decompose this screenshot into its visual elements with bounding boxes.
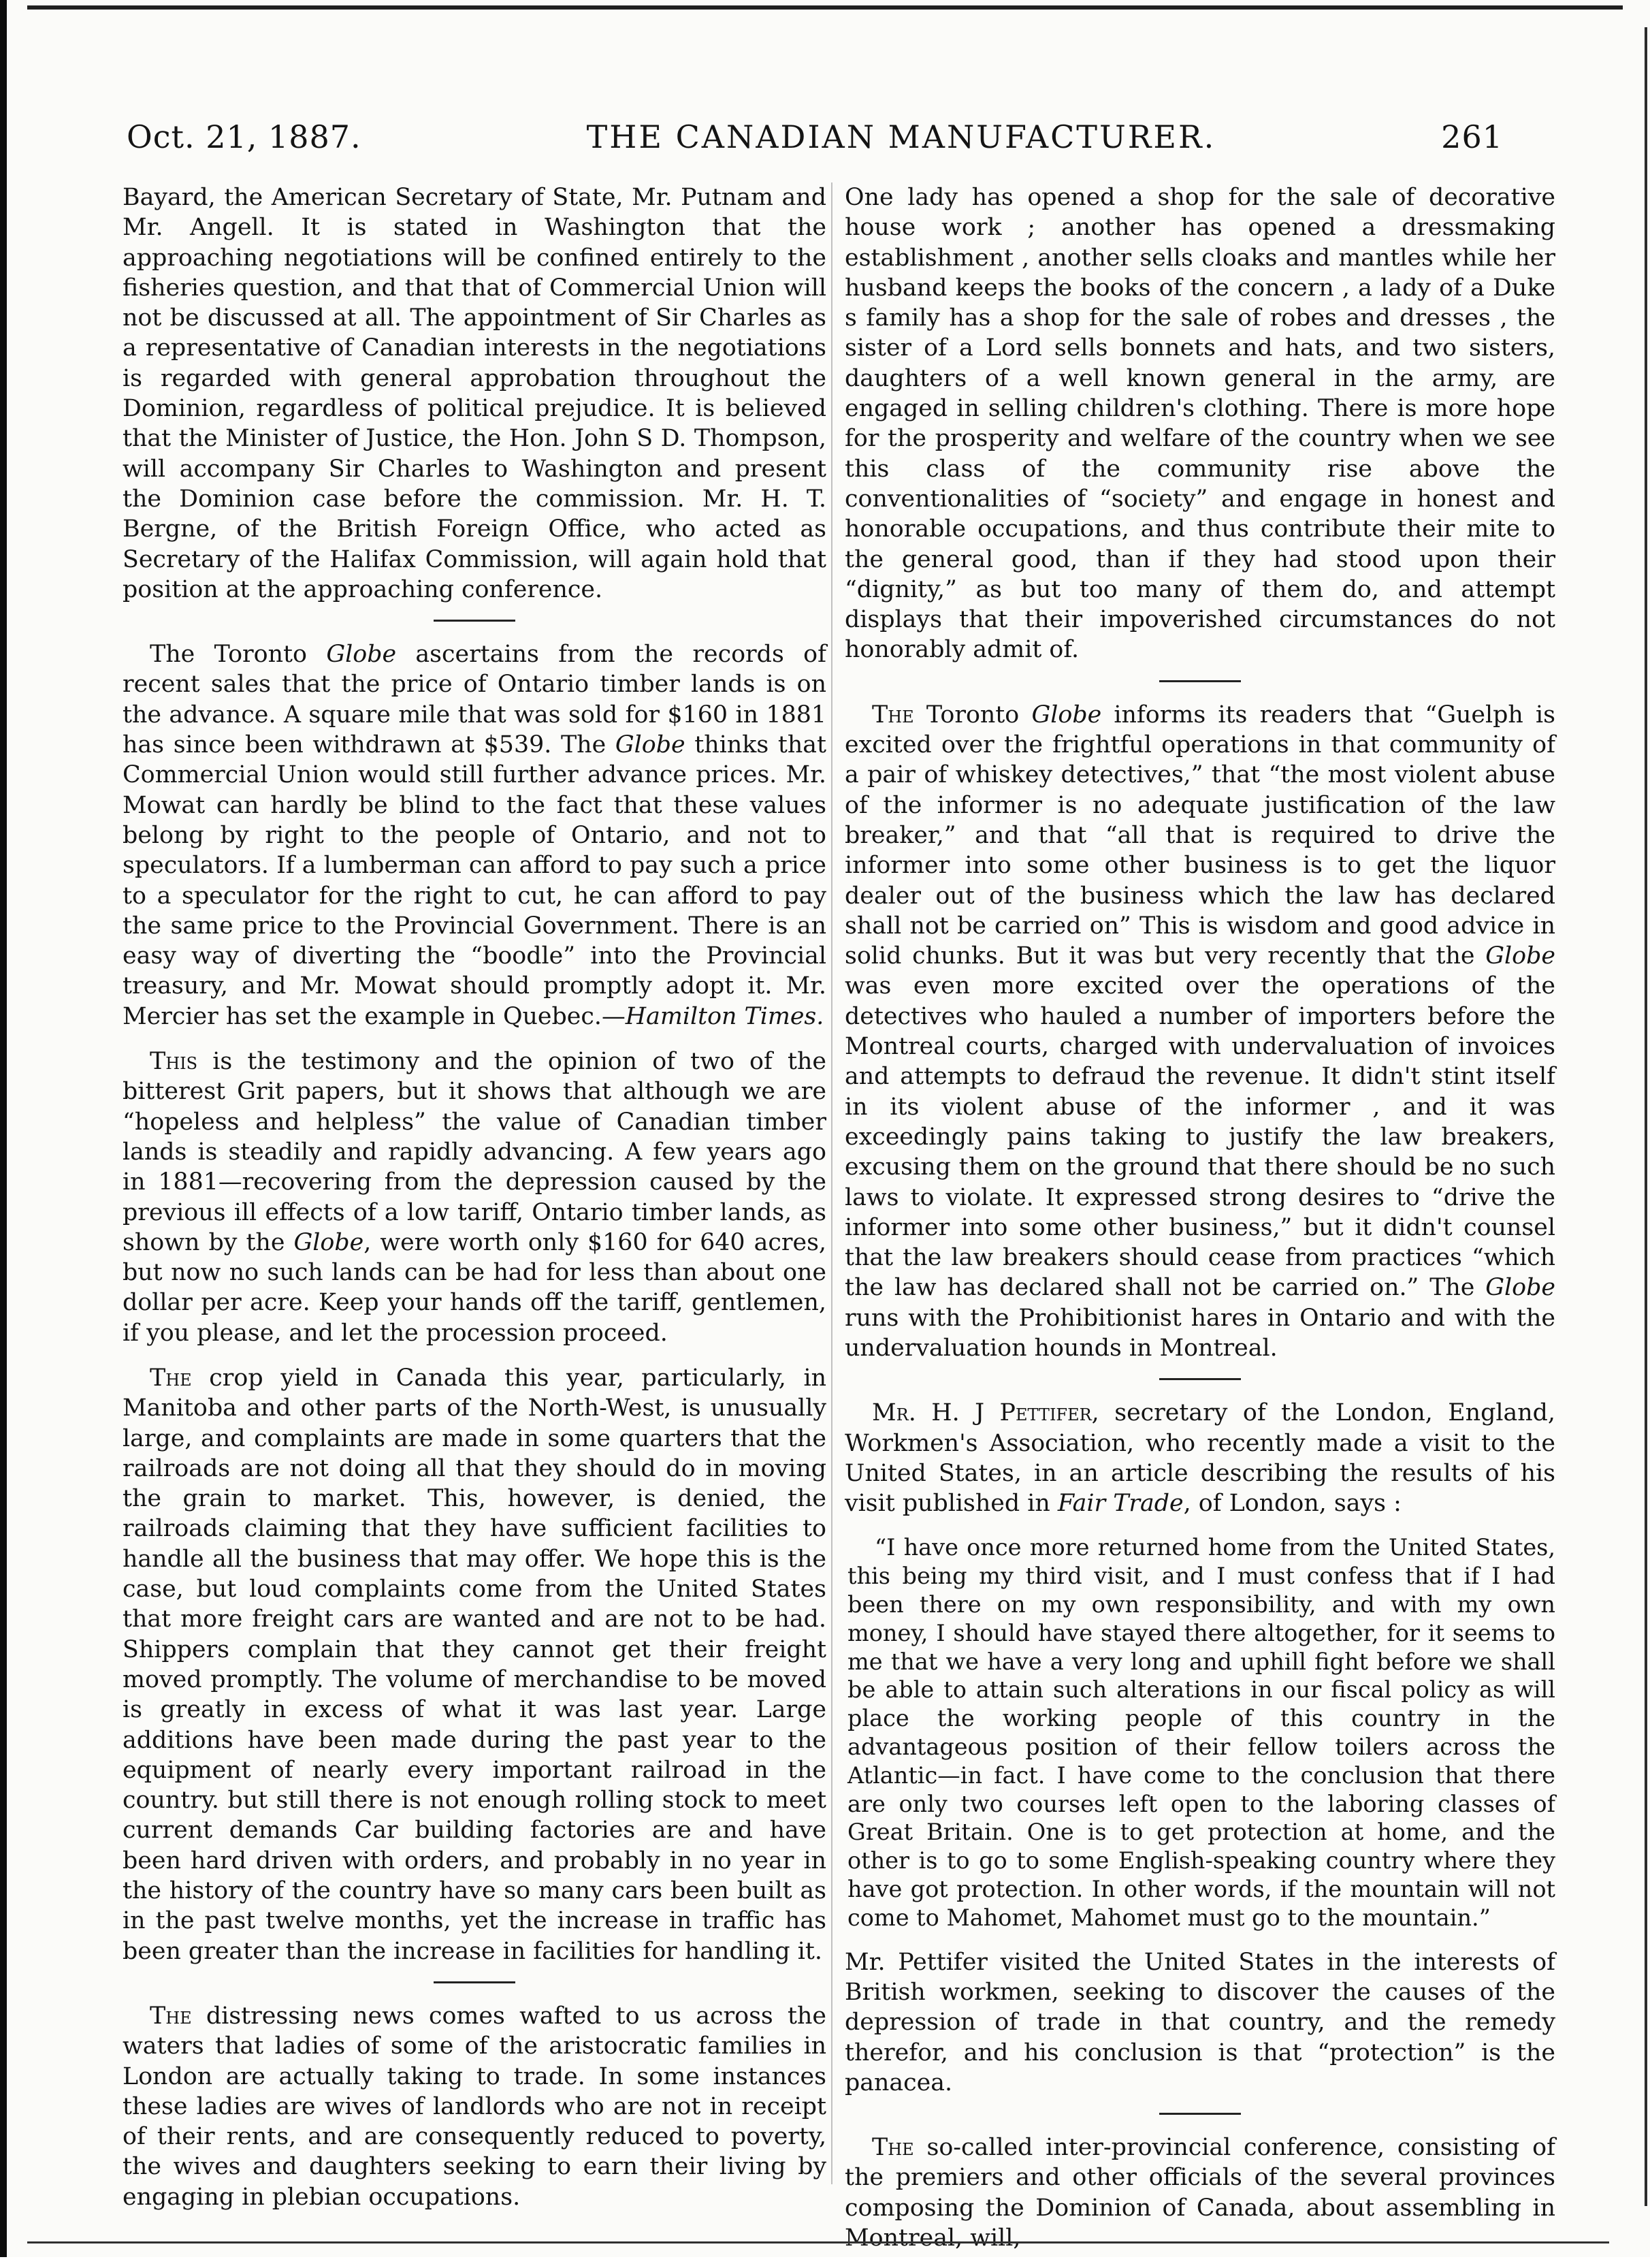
publication-name: Globe bbox=[326, 641, 397, 669]
article-testimony: This is the testimony and the opinion of two of the bitterest Grit papers, but it shows that although we are “hopeless and helpless” the value of Canadian timber lands is steadily and rapidly advancing. A few years ago in 1881—recovering from the depression caused by the previous ill effects of a low tariff, Ontario timber lands, as shown by the Globe, were worth only $160 for 640 acres, but now no such lands can be had for less than about one dollar per acre. Keep your hands off the tariff, gentlemen, if you please, and let the procession proceed. bbox=[123, 1048, 826, 1347]
article-globe-timber: The Toronto Globe ascertains from the records of recent sales that the price of Ontario timber lands is on the advance. A square mile that was sold for $160 in 1881 has since been withdrawn at $539. The Globe thinks that Commercial Union would still further advance prices. Mr. Mowat can hardly be blind to the fact that these values belong by right to the people of Ontario, and not to speculators. If a lumberman can afford to pay such a price to a speculator for the right to cut, he can afford to pay the same price to the Provincial Government. There is an easy way of diverting the “boodle” into the Provincial treasury, and Mr. Mowat should promptly adopt it. Mr. Mercier has set the example in Quebec.—Hamilton Times. bbox=[123, 641, 826, 1030]
lead-word: The bbox=[872, 2134, 914, 2162]
bottom-rule bbox=[27, 2241, 1609, 2243]
lead-word: The bbox=[150, 1364, 192, 1392]
left-column bbox=[123, 182, 826, 2227]
section-rule bbox=[1159, 1378, 1241, 1380]
page-number: 261 bbox=[1441, 118, 1503, 155]
article-crop-yield: The crop yield in Canada this year, particularly, in Manitoba and other parts of the North-West, is unusually large, and complaints are made in some quarters that the railroads are not doing all that they should do in moving the grain to market. This, however, is denied, the railroads claiming that they have sufficient facilities to handle all the business that may offer. We hope this is the case, but loud complaints come from the United States that more freight cars are wanted and are not to be had. Shippers complain that they cannot get their freight moved promptly. The volume of merchandise to be moved is greatly in excess of what it was last year. Large additions have been made during the past year to the equipment of nearly every important railroad in the country. but still there is not enough rolling stock to meet current demands Car building factories are and have been hard driven with orders, and probably in no year in the history of the country have so many cars been built as in the past twelve months, yet the increase in traffic has been greater than the increase in facilities for handling it. bbox=[123, 1364, 826, 1965]
section-rule bbox=[1159, 2113, 1241, 2115]
publication-name: Globe bbox=[1485, 942, 1555, 970]
article-globe-guelph: The Toronto Globe informs its readers that “Guelph is excited over the frightful operations in that community of a pair of whiskey detectives,” that “the most violent abuse of the informer is no adequate justification of the law breaker,” and that “all that is required to drive the informer into some other business is to get the liquor dealer out of the business which the law has declared shall not be carried on” This is wisdom and good advice in solid chunks. But it was but very recently that the Globe was even more excited over the operations of the detectives who hauled a number of importers before the Montreal courts, charged with undervaluation of invoices and attempts to defraud the revenue. It didn't stint itself in its violent abuse of the informer , and it was exceedingly pains taking to justify the law breakers, excusing them on the ground that there should be no such laws to violate. It expressed strong desires to “drive the informer into some other business,” but it didn't counsel that the law breakers should cease from practices “which the law has declared shall not be carried on.” The Globe runs with the Prohibitionist hares in Ontario and with the undervaluation hounds in Montreal. bbox=[845, 701, 1555, 1362]
section-rule bbox=[434, 620, 515, 622]
pettifer-quotation: “I have once more returned home from the United States, this being my third visit, and I must confess that if I had been there on my own responsibility, and with my own money, I should have stayed there altogether, for it seems to me that we have a very long and uphill fight before we shall be able to attain such alterations in our fiscal policy as will place the working people of this country in the advantageous position of their fellow toilers across the Atlantic—in fact. I have come to the conclusion that there are only two courses left open to the laboring classes of Great Britain. One is to get protection at home, and the other is to go to some English-speaking country where they have got protection. In other words, if the mountain will not come to Mahomet, Mahomet must go to the mountain.” bbox=[847, 1534, 1555, 1931]
publication-name: Globe bbox=[1031, 701, 1102, 729]
publication-name: Globe bbox=[1485, 1274, 1555, 1302]
journal-title: THE CANADIAN MANUFACTURER. bbox=[586, 118, 1216, 155]
article-ladies-trade: The distressing news comes wafted to us across the waters that ladies of some of the aristocratic families in London are actually taking to trade. In some instances these ladies are wives of landlords who are not in receipt of their rents, and are consequently reduced to poverty, the wives and daughters seeking to earn their living by engaging in plebian occupations. bbox=[123, 2002, 826, 2211]
publication-name: Globe bbox=[293, 1228, 364, 1256]
article-ladies-trade-continued: One lady has opened a shop for the sale of decorative house work ; another has opened a dressmaking establishment , another sells cloaks and mantles while her husband keeps the books of the concern , a lady of a Duke s family has a shop for the sale of robes and dresses , the sister of a Lord sells bonnets and hats, and two sisters, daughters of a well known general in the army, are engaged in selling children's clothing. There is more hope for the prosperity and welfare of the country when we see this class of the community rise above the conventionalities of “society” and engage in honest and honorable occupations, and thus contribute their mite to the general good, than if they had stood upon their “dignity,” as but too many of them do, and attempt displays that their impoverished circumstances do not honorably admit of. bbox=[845, 184, 1555, 664]
top-rule bbox=[27, 5, 1623, 10]
publication-name: Globe bbox=[615, 731, 685, 759]
section-rule bbox=[1159, 680, 1241, 682]
issue-date: Oct. 21, 1887. bbox=[127, 118, 361, 155]
page-right-edge bbox=[1645, 27, 1647, 2206]
lead-word: The bbox=[872, 701, 914, 729]
lead-name: Mr. H. J Pettifer bbox=[872, 1399, 1092, 1427]
page-binding-edge bbox=[0, 0, 7, 2257]
column-divider bbox=[831, 182, 832, 2184]
article-interprovincial-conference: The so-called inter-provincial conference, consisting of the premiers and other officials of the several provinces composing the Dominion of Canada, about assembling in Montreal, will, bbox=[845, 2134, 1555, 2252]
lead-word: This bbox=[150, 1048, 198, 1076]
article-continued-bayard: Bayard, the American Secretary of State, Mr. Putnam and Mr. Angell. It is stated in Washington that the approaching negotiations will be confined entirely to the fisheries question, and that that of Commercial Union will not be discussed at all. The appointment of Sir Charles as a representative of Canadian interests in the negotiations is regarded with general approbation throughout the Dominion, regardless of political prejudice. It is believed that the Minister of Justice, the Hon. John S D. Thompson, will accompany Sir Charles to Washington and present the Dominion case before the commission. Mr. H. T. Bergne, of the British Foreign Office, who acted as Secretary of the Halifax Commission, will again hold that position at the approaching conference. bbox=[123, 184, 826, 603]
lead-word: The bbox=[150, 2002, 192, 2030]
article-pettifer: Mr. H. J Pettifer, secretary of the London, England, Workmen's Association, who recently made a visit to the United States, in an article describing the results of his visit published in Fair Trade, of London, says : bbox=[845, 1399, 1555, 1518]
article-pettifer-conclusion: Mr. Pettifer visited the United States in the interests of British workmen, seeking to discover the causes of the depression of trade in that country, and the remedy therefor, and his conclusion is that “protection” is the panacea. bbox=[845, 1948, 1555, 2096]
section-rule bbox=[434, 1981, 515, 1983]
source-attribution: Hamilton Times. bbox=[625, 1002, 824, 1030]
running-head bbox=[127, 118, 1503, 159]
right-column bbox=[845, 182, 1555, 2268]
publication-name: Fair Trade bbox=[1057, 1490, 1184, 1518]
